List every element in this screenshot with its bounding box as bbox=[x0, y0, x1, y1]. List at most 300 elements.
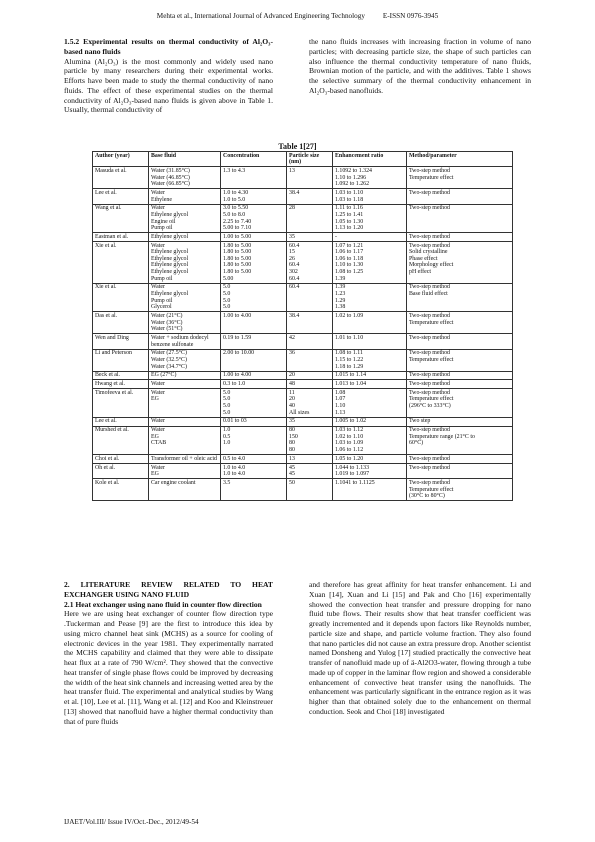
table-cell bbox=[407, 189, 513, 204]
table-cell-line: Glycerol bbox=[151, 304, 172, 311]
table-cell-line: 1.03 to 1.10 bbox=[335, 189, 364, 196]
table-row bbox=[93, 334, 513, 349]
table-cell-line: 20 bbox=[289, 372, 295, 379]
table-cell-line: Water (27.5°C) bbox=[151, 350, 187, 357]
table-cell-line: 1.29 bbox=[335, 297, 346, 304]
table-cell bbox=[221, 283, 287, 312]
table-cell-line: Pump oil bbox=[151, 275, 173, 282]
table-cell bbox=[287, 242, 333, 284]
table-cell-line: 1.0 bbox=[223, 440, 231, 447]
table-cell-line: 1.019 to 1.097 bbox=[335, 471, 370, 478]
table-cell-line: 1.38 bbox=[335, 304, 346, 311]
table-cell-line: 0.5 bbox=[223, 433, 231, 440]
table-cell bbox=[93, 417, 149, 426]
table-cell-line: 60°C) bbox=[409, 440, 424, 447]
column-bottom-left bbox=[64, 580, 273, 726]
table-cell bbox=[407, 349, 513, 371]
table-cell-line: 5.0 to 8.0 bbox=[223, 211, 246, 218]
section-152-body: Alumina (Al₂O₃) is the most commonly and widely used nano particle by many researchers during their experimental works. Efforts have been made to study the thermal conductivity of nano fluids. The effect of these experimental studies on the thermal conductivity of Al₂O₃-based nano fluids is given above in Table 1. Usually, thermal conductivity of bbox=[64, 56, 273, 115]
table-cell-line: EG (27°C) bbox=[151, 372, 177, 379]
table-cell-line: 80 bbox=[289, 446, 295, 453]
table-cell-line: Water (31.85°C) bbox=[151, 167, 190, 174]
section-21-continued: and therefore has great affinity for heat transfer enhancement. Li and Xuan [14], Xuan and Li [15] and Pak and Cho [16] experimentally showed the convection heat transfer and pressure dropping for nano fluid tube flows. Their results show that heat transfer coefficient was greatly incremented and it depends upon factors like Reynolds number, particle size and shape, and particle volume fraction. They also found that nano particles did not cause an extra pressure drop. Another scientist named Donsheng and Yulog [17] studied practically the convective heat transfer of nanofluid made up of ä-Al2O3-water, flowing through a tube made up of copper in the laminar flow region and showed a considerable enhancement of convective heat transfer using the nanofluids. The enhancement was particularly significant in the entrance region as it was higher than that obtained solely due to the enhancement on thermal conduction. Seok and Choi [18] investigated bbox=[309, 580, 531, 716]
table-cell-line: Temperature effect bbox=[409, 396, 454, 403]
table-cell-line: Water (32.5°C) bbox=[151, 356, 187, 363]
table-cell-line: 11 bbox=[289, 389, 295, 396]
table-cell-line: 15 bbox=[289, 249, 295, 256]
table-cell-line: 150 bbox=[289, 433, 298, 440]
table-cell-line: Ethylene glycol bbox=[151, 262, 189, 269]
table-cell-line: 1.80 to 5.00 bbox=[223, 262, 252, 269]
table-cell bbox=[333, 312, 407, 334]
table-cell bbox=[287, 233, 333, 242]
table-cell-line: Kole et al. bbox=[95, 479, 120, 486]
table-cell-line: Lee et al. bbox=[95, 189, 117, 196]
table-cell bbox=[407, 242, 513, 284]
table-cell bbox=[221, 463, 287, 478]
table-cell-line: Pump oil bbox=[151, 225, 173, 232]
table-cell bbox=[149, 233, 221, 242]
table-cell-line: 80 bbox=[289, 427, 295, 434]
table-cell-line: 1.0 bbox=[223, 427, 231, 434]
table-cell-line: Morphology effect bbox=[409, 262, 454, 269]
table-cell-line: Water bbox=[151, 242, 165, 249]
table-header-cell: Enhancement ratio bbox=[333, 152, 407, 167]
table-cell-line: 1.03 to 1.18 bbox=[335, 196, 364, 203]
table-body bbox=[93, 167, 513, 501]
table-cell-line: EG bbox=[151, 396, 159, 403]
table-cell-line: Water bbox=[151, 418, 165, 425]
table-cell bbox=[221, 312, 287, 334]
table-cell bbox=[149, 242, 221, 284]
table-cell bbox=[287, 312, 333, 334]
table-cell-line: 1.0 to 4.0 bbox=[223, 471, 246, 478]
table-cell-line: Xie et al. bbox=[95, 284, 117, 291]
table-cell-line: Two-step method bbox=[409, 464, 450, 471]
table-cell-line: Water (46.85°C) bbox=[151, 174, 190, 181]
table-cell bbox=[221, 389, 287, 418]
table-cell-line: Water bbox=[151, 427, 165, 434]
table-cell-line: 1.1041 to 1.1125 bbox=[335, 479, 375, 486]
table-row bbox=[93, 349, 513, 371]
table-cell bbox=[93, 380, 149, 389]
table-cell-line: 1.07 to 1.21 bbox=[335, 242, 364, 249]
table-cell-line: (296°C to 333°C) bbox=[409, 403, 451, 410]
table-cell-line: 40 bbox=[289, 403, 295, 410]
table-cell bbox=[407, 204, 513, 233]
table-cell bbox=[149, 204, 221, 233]
table-cell-line: 38.4 bbox=[289, 312, 300, 319]
table-cell-line: 5.00 bbox=[223, 275, 234, 282]
table-cell bbox=[333, 455, 407, 464]
table-cell bbox=[221, 380, 287, 389]
table-cell-line: 5.0 bbox=[223, 291, 231, 297]
table-cell bbox=[287, 463, 333, 478]
table-cell-line: Water (21°C) bbox=[151, 312, 183, 319]
table-cell-line: 1.80 to 5.00 bbox=[223, 242, 252, 249]
table-cell-line: 1.0 to 4.0 bbox=[223, 464, 246, 471]
table-cell-line: EG bbox=[151, 433, 159, 440]
table-row bbox=[93, 417, 513, 426]
table-cell-line: 1.25 to 1.41 bbox=[335, 211, 364, 218]
table-row bbox=[93, 371, 513, 380]
table-cell-line: Ethylene glycol bbox=[151, 211, 189, 218]
table-cell-line: Water bbox=[151, 381, 165, 388]
table-cell-line: 1.80 to 5.00 bbox=[223, 255, 252, 262]
table-cell-line: Two-step method bbox=[409, 334, 450, 341]
table-cell bbox=[333, 233, 407, 242]
table-cell-line: 5.00 to 7.10 bbox=[223, 225, 252, 232]
table-cell-line: Two step bbox=[409, 418, 431, 425]
table-cell-line: Ethylene glycol bbox=[151, 249, 189, 256]
table-cell-line: Ethylene glycol bbox=[151, 269, 189, 276]
table-cell bbox=[221, 189, 287, 204]
table-cell-line: Das et al. bbox=[95, 312, 118, 319]
table-cell-line: EG bbox=[151, 471, 159, 478]
table-cell bbox=[407, 426, 513, 455]
table-cell-line: 45 bbox=[289, 464, 295, 471]
table-cell-line: Two-step method bbox=[409, 479, 450, 486]
table-header-row bbox=[93, 152, 513, 167]
table-cell bbox=[93, 189, 149, 204]
table-cell-line: 5.0 bbox=[223, 389, 231, 396]
table-cell-line: 1.08 to 1.11 bbox=[335, 350, 363, 357]
table-cell-line: Water bbox=[151, 189, 165, 196]
table-cell bbox=[93, 334, 149, 349]
table-cell bbox=[287, 189, 333, 204]
table-cell-line: Oh et al. bbox=[95, 464, 116, 471]
table-cell-line: 28 bbox=[289, 205, 295, 212]
table-cell bbox=[333, 426, 407, 455]
table-cell-line: Two-step method bbox=[409, 455, 450, 462]
table-cell bbox=[149, 167, 221, 189]
table-cell-line: Two-step method bbox=[409, 389, 450, 396]
table-cell-line: Two-step method bbox=[409, 189, 450, 196]
table-cell-line: 13 bbox=[289, 455, 295, 462]
table-cell-line: Two-step method bbox=[409, 372, 450, 379]
column-bottom-right bbox=[309, 580, 531, 717]
table-cell-line: 35 bbox=[289, 233, 295, 240]
table-row bbox=[93, 389, 513, 418]
table-cell bbox=[149, 479, 221, 501]
table-cell-line: Two-step method bbox=[409, 167, 450, 174]
running-header: Mehta et al., International Journal of Advanced Engineering Technology E-ISSN 0976-3945 bbox=[156, 12, 439, 20]
table-cell-line: Base fluid effect bbox=[409, 291, 448, 297]
table-cell bbox=[407, 380, 513, 389]
table-cell bbox=[407, 371, 513, 380]
table-cell-line: 1.05 to 1.20 bbox=[335, 455, 364, 462]
table-cell-line: Transformer oil + oleic acid bbox=[151, 455, 217, 462]
table-cell bbox=[333, 189, 407, 204]
table-row bbox=[93, 463, 513, 478]
thermal-conductivity-table bbox=[92, 151, 513, 501]
table-cell bbox=[221, 455, 287, 464]
table-header-cell: Base fluid bbox=[149, 152, 221, 167]
table-cell-line: Two-step method bbox=[409, 284, 450, 291]
table-cell-line: 50 bbox=[289, 479, 295, 486]
table-cell bbox=[149, 371, 221, 380]
table-cell bbox=[407, 312, 513, 334]
table-cell-line: 1.0 to 5.0 bbox=[223, 196, 246, 203]
table-row bbox=[93, 312, 513, 334]
table-cell bbox=[287, 349, 333, 371]
table-cell-line: 1.15 to 1.22 bbox=[335, 356, 364, 363]
table-cell-line: 302 bbox=[289, 269, 298, 276]
table-cell-line: Ethylene bbox=[151, 196, 172, 203]
table-cell-line: 1.23 bbox=[335, 291, 346, 297]
table-cell-line: Water (36°C) bbox=[151, 319, 183, 326]
table-cell bbox=[333, 463, 407, 478]
table-row bbox=[93, 167, 513, 189]
table-cell-line: 0.19 to 1.59 bbox=[223, 334, 252, 341]
table-cell-line: 1.11 to 1.16 bbox=[335, 205, 363, 212]
table-cell bbox=[407, 167, 513, 189]
table-cell bbox=[333, 389, 407, 418]
table-header-cell: Concentration bbox=[221, 152, 287, 167]
table-header-cell: Particle size (nm) bbox=[287, 152, 333, 167]
table-cell-line: 1.13 to 1.20 bbox=[335, 225, 364, 232]
table-cell-line: Murshed et al. bbox=[95, 427, 129, 434]
section-152-continued: the nano fluids increases with increasing fraction in volume of nano particles; with decreasing particle size, the shape of such particles can also influence the thermal conductivity temperature of nano fluids, Brownian motion of the particle, and with the additives. Table 1 shows the selective summary of the thermal conductivity enhancement in Al₂O₃-based nanofluids. bbox=[309, 37, 531, 95]
table-cell-line: 1.13 bbox=[335, 409, 346, 416]
table-cell bbox=[221, 167, 287, 189]
table-cell-line: Water (66.85°C) bbox=[151, 181, 190, 188]
table-cell bbox=[93, 233, 149, 242]
table-row bbox=[93, 455, 513, 464]
table-cell bbox=[149, 389, 221, 418]
table-cell-line: 1.02 to 1.10 bbox=[335, 433, 364, 440]
table-cell-line: Engine oil bbox=[151, 218, 176, 225]
table-cell-line: (30°C to 80°C) bbox=[409, 493, 445, 500]
table-cell-line: 1.044 to 1.133 bbox=[335, 464, 370, 471]
table-cell bbox=[149, 349, 221, 371]
table-cell-line: 1.02 to 1.09 bbox=[335, 312, 364, 319]
table-cell bbox=[149, 463, 221, 478]
table-cell-line: - bbox=[335, 233, 337, 240]
table-cell bbox=[93, 479, 149, 501]
table-cell-line: 3.5 bbox=[223, 479, 231, 486]
table-cell-line: Lee et al. bbox=[95, 418, 117, 425]
table-cell-line: 1.05 to 1.30 bbox=[335, 218, 364, 225]
table-cell-line: Temperature effect bbox=[409, 319, 454, 326]
table-cell-line: 3.0 to 5.50 bbox=[223, 205, 249, 212]
table-cell bbox=[93, 242, 149, 284]
table-cell-line: Two-step method bbox=[409, 205, 450, 212]
table-cell-line: Masuda et al. bbox=[95, 167, 127, 174]
table-cell bbox=[221, 417, 287, 426]
table-cell bbox=[149, 417, 221, 426]
table-cell bbox=[333, 479, 407, 501]
table-cell bbox=[149, 380, 221, 389]
table-cell bbox=[333, 371, 407, 380]
table-cell-line: 1.06 to 1.17 bbox=[335, 249, 364, 256]
table-cell-line: 1.013 to 1.04 bbox=[335, 381, 367, 388]
table-cell bbox=[93, 371, 149, 380]
table-cell-line: Water + sodium dodecyl benzene sulfonate bbox=[151, 334, 209, 348]
table-cell-line: 1.39 bbox=[335, 275, 346, 282]
table-header-cell: Method/parameter bbox=[407, 152, 513, 167]
table-cell bbox=[333, 204, 407, 233]
table-cell bbox=[149, 189, 221, 204]
table-cell-line: Temperature effect bbox=[409, 486, 454, 493]
table-cell-line: Water bbox=[151, 284, 165, 291]
table-cell-line: Xie et al. bbox=[95, 242, 117, 249]
table-cell-line: 26 bbox=[289, 255, 295, 262]
table-cell bbox=[407, 334, 513, 349]
table-cell-line: Ethylene glycol bbox=[151, 291, 189, 297]
table-cell-line: Two-step method bbox=[409, 233, 450, 240]
table-cell-line: Water bbox=[151, 464, 165, 471]
table-cell-line: 5.0 bbox=[223, 396, 231, 403]
table-cell-line: 36 bbox=[289, 350, 295, 357]
table-cell bbox=[287, 417, 333, 426]
table-cell-line: 1.06 to 1.18 bbox=[335, 255, 364, 262]
table-cell-line: CTAB bbox=[151, 440, 167, 447]
table-cell-line: 5.0 bbox=[223, 304, 231, 311]
table-cell-line: 1.10 to 1.296 bbox=[335, 174, 367, 181]
table-cell-line: Li and Peterson bbox=[95, 350, 132, 357]
table-row bbox=[93, 380, 513, 389]
table-cell bbox=[221, 349, 287, 371]
table-cell-line: 1.092 to 1.262 bbox=[335, 181, 370, 188]
table-cell-line: 5.0 bbox=[223, 409, 231, 416]
table-cell bbox=[221, 371, 287, 380]
column-top-right bbox=[309, 37, 531, 96]
table-cell-line: Wang et al. bbox=[95, 205, 122, 212]
table-cell-line: Two-step method bbox=[409, 242, 450, 249]
table-cell-line: 1.00 to 4.00 bbox=[223, 312, 252, 319]
table-cell bbox=[93, 463, 149, 478]
table-cell bbox=[333, 380, 407, 389]
table-cell bbox=[149, 283, 221, 312]
table-cell-line: 42 bbox=[289, 334, 295, 341]
table-row bbox=[93, 242, 513, 284]
column-top-left bbox=[64, 37, 273, 115]
table-cell-line: 0.5 to 4.0 bbox=[223, 455, 246, 462]
table-cell bbox=[93, 167, 149, 189]
table-row bbox=[93, 479, 513, 501]
table-cell bbox=[287, 389, 333, 418]
table-cell bbox=[93, 204, 149, 233]
table-row bbox=[93, 426, 513, 455]
table-cell-line: Pump oil bbox=[151, 297, 173, 304]
table-cell-line: 60.4 bbox=[289, 284, 300, 291]
table-cell-line: Phase effect bbox=[409, 255, 438, 262]
table-cell bbox=[333, 242, 407, 284]
table-cell-line: Water (34.7°C) bbox=[151, 363, 187, 370]
table-cell bbox=[287, 479, 333, 501]
table-cell-line: 1.18 to 1.29 bbox=[335, 363, 364, 370]
table-cell-line: 80 bbox=[289, 440, 295, 447]
table-cell-line: Temperature effect bbox=[409, 174, 454, 181]
table-cell bbox=[221, 233, 287, 242]
table-cell bbox=[221, 334, 287, 349]
table-cell-line: Water bbox=[151, 389, 165, 396]
table-cell bbox=[93, 283, 149, 312]
table-cell bbox=[149, 426, 221, 455]
table-cell-line: 1.03 to 1.12 bbox=[335, 427, 364, 434]
table-cell-line: 1.00 to 4.00 bbox=[223, 372, 252, 379]
table-cell bbox=[333, 349, 407, 371]
table-cell bbox=[93, 312, 149, 334]
table-cell bbox=[287, 334, 333, 349]
table-cell-line: 60.4 bbox=[289, 242, 300, 249]
table-cell-line: 2.00 to 10.00 bbox=[223, 350, 255, 357]
table-cell-line: 1.06 to 1.12 bbox=[335, 446, 364, 453]
table-cell-line: 1.015 to 1.14 bbox=[335, 372, 367, 379]
table-cell-line: 38.4 bbox=[289, 189, 300, 196]
table-cell-line: Two-step method bbox=[409, 350, 450, 357]
table-cell bbox=[221, 479, 287, 501]
table-cell-line: 1.07 bbox=[335, 396, 346, 403]
table-cell-line: Ethylene glycol bbox=[151, 233, 189, 240]
table-cell-line: 1.00 to 5.00 bbox=[223, 233, 252, 240]
table-cell-line: Choi et al. bbox=[95, 455, 120, 462]
table-cell-line: 1.10 to 1.30 bbox=[335, 262, 364, 269]
table-cell-line: 13 bbox=[289, 167, 295, 174]
table-cell bbox=[287, 283, 333, 312]
section-152-heading: 1.5.2 Experimental results on thermal conductivity of Al₂O₃- based nano fluids bbox=[64, 37, 273, 56]
table-cell-line: 1.0 to 4.30 bbox=[223, 189, 249, 196]
table-cell bbox=[407, 283, 513, 312]
table-cell bbox=[287, 167, 333, 189]
table-cell bbox=[287, 455, 333, 464]
table-cell-line: 60.4 bbox=[289, 262, 300, 269]
table-cell bbox=[93, 426, 149, 455]
table-cell bbox=[287, 426, 333, 455]
table-cell-line: Car engine coolant bbox=[151, 479, 196, 486]
table-cell bbox=[221, 426, 287, 455]
table-cell bbox=[333, 167, 407, 189]
table-cell-line: Two-step method bbox=[409, 312, 450, 319]
table-cell-line: Hwang et al. bbox=[95, 381, 125, 388]
table-cell bbox=[407, 479, 513, 501]
table-cell-line: 1.08 to 1.25 bbox=[335, 269, 364, 276]
table-row bbox=[93, 189, 513, 204]
table-row bbox=[93, 233, 513, 242]
table-cell bbox=[407, 455, 513, 464]
table-cell bbox=[93, 455, 149, 464]
table-cell bbox=[407, 417, 513, 426]
table-cell-line: 5.0 bbox=[223, 284, 231, 291]
table-cell bbox=[93, 349, 149, 371]
table-cell-line: 1.3 to 4.3 bbox=[223, 167, 246, 174]
table-cell-line: 1.80 to 5.00 bbox=[223, 269, 252, 276]
table-cell-line: 35 bbox=[289, 418, 295, 425]
table-cell bbox=[221, 242, 287, 284]
table-cell bbox=[287, 380, 333, 389]
table-cell-line: 1.80 to 5.00 bbox=[223, 249, 252, 256]
table-row bbox=[93, 204, 513, 233]
table-cell-line: pH effect bbox=[409, 269, 431, 276]
table-cell-line: Two-step method bbox=[409, 427, 450, 434]
table-cell bbox=[149, 455, 221, 464]
table-header-cell: Author (year) bbox=[93, 152, 149, 167]
table-cell-line: 1.03 to 1.09 bbox=[335, 440, 364, 447]
table-row bbox=[93, 283, 513, 312]
table-cell bbox=[93, 389, 149, 418]
table-cell bbox=[333, 417, 407, 426]
table-cell-line: 48 bbox=[289, 381, 295, 388]
table-cell-line: 60.4 bbox=[289, 275, 300, 282]
table-cell-line: Eastman et al. bbox=[95, 233, 129, 240]
section-21-body: Here we are using heat exchanger of counter flow direction type .Tuckerman and Pease [9] are the first to introduce this idea by using micro channel heat sink (MCHS) as a source for cooling of electronic devices in the year 1981. They experimentally narrated the MCHS capability and claimed that they were able to dissipate heat flux at a rate of 790 W/cm². They showed that the convective heat transfer of single phase flows could be improved by decreasing the width of the heat sink channels and increasing wetted area by the heat transfer fluid. The experimental and analytical studies by Wang et al. [10], Lee et al. [11], Wang et al. [12] and Koo and Kleinstreuer [13] showed that nanofluid have a higher thermal conductivity than that of pure fluids bbox=[64, 609, 273, 726]
table-cell-line: 1.01 to 1.10 bbox=[335, 334, 364, 341]
table-cell-line: Water bbox=[151, 205, 165, 212]
table-cell-line: 2.25 to 7.40 bbox=[223, 218, 252, 225]
table-cell-line: Beck et al. bbox=[95, 372, 121, 379]
table-cell-line: 1.1092 to 1.324 bbox=[335, 167, 372, 174]
